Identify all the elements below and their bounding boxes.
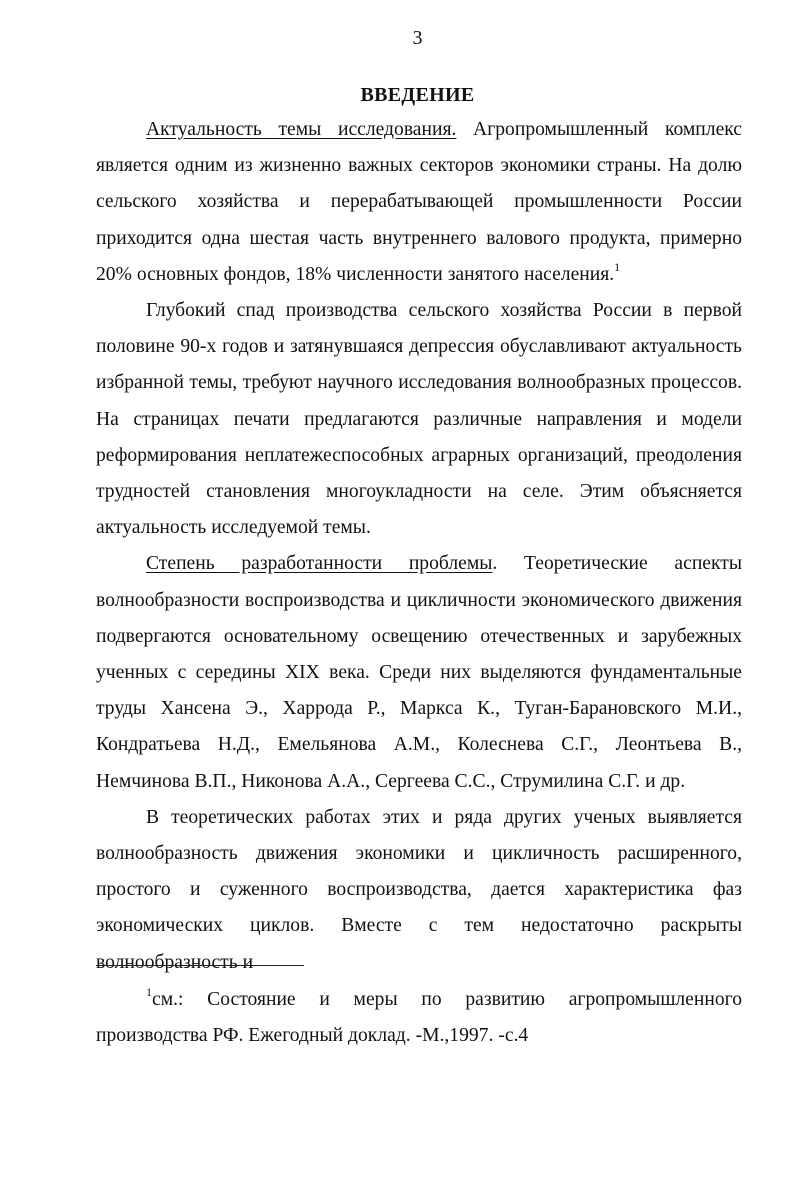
footnote [96,982,742,1054]
relevance-text: Агропромышленный комплекс является одним из жизненно важных секторов экономики страны. На долю сельского хозяйства и перерабатывающей промышленности России приходится одна шестая часть внутреннего валового продукта, примерно 20% основных фондов, 18% численности занятого населения. [96,119,742,285]
footnote-reference: 1 [614,259,621,274]
elaboration-lead: Степень разработанности проблемы [146,553,493,575]
paragraph-theory [96,800,742,981]
footnote-divider [96,965,304,966]
relevance-lead: Актуальность темы исследования. [146,119,457,140]
footnote-text: см.: Состояние и меры по развитию агропромышленного производства РФ. Ежегодный доклад. -М.,1997. -с.4 [96,989,742,1047]
paragraph-decline [96,293,742,546]
paragraph-elaboration [96,546,742,799]
decline-text: Глубокий спад производства сельского хозяйства России в первой половине 90-х годов и затянувшаяся депрессия обуславливают актуальность избранной темы, требуют научного исследования волнообразных процессов. На страницах печати предлагаются различные направления и модели реформирования неплатежеспособных аграрных организаций, преодоления трудностей становления многоукладности на селе. Этим объясняется актуальность исследуемой темы. [96,300,742,539]
elaboration-text: . Теоретические аспекты волнообразности воспроизводства и цикличности экономического движения подвергаются основательному освещению отечественных и зарубежных ученных с середины XIX века. Среди них выделяются фундаментальные труды Хансена Э., Харрода Р., Маркса К., Туган-Барановского М.И., Кондратьева Н.Д., Емельянова А.М., Колеснева С.Г., Леонтьева В., Немчинова В.П., Никонова А.А., Сергеева С.С., Струмилина С.Г. и др. [96,553,742,792]
page-number: 3 [412,27,423,49]
paragraph-relevance [96,112,742,293]
body-text [96,112,742,981]
section-heading: ВВЕДЕНИЕ [360,84,475,106]
footnote-marker: 1 [146,985,152,999]
theory-text: В теоретических работах этих и ряда других ученых выявляется волнообразность движения экономики и цикличность расширенного, простого и суженного воспроизводства, дается характеристика фаз экономических циклов. Вместе с тем недостаточно раскрыты волнообразность и [96,806,742,973]
